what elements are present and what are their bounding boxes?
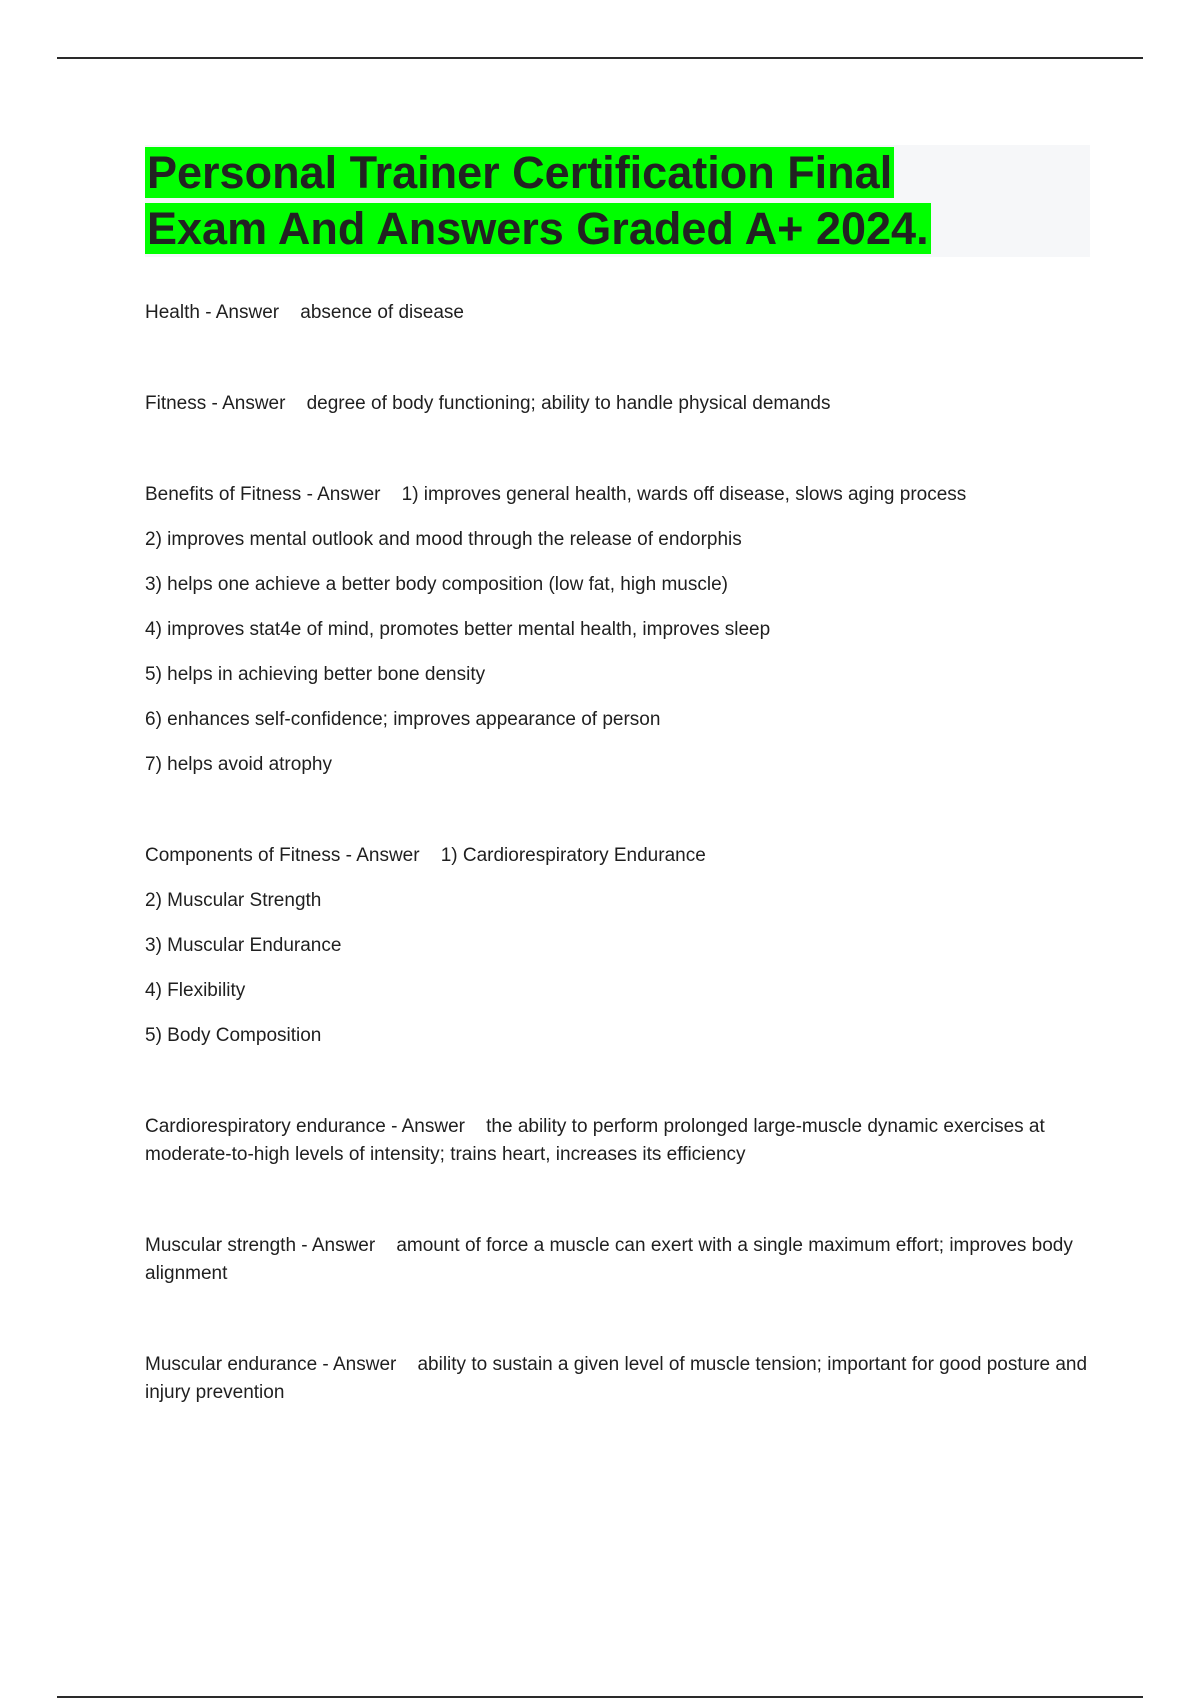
qa-line	[145, 1232, 1090, 1288]
question-term: Fitness - Answer	[145, 393, 286, 414]
top-rule	[57, 57, 1143, 59]
question-term: Components of Fitness - Answer	[145, 845, 420, 866]
qa-line	[145, 842, 1090, 870]
list-item: 6) enhances self-confidence; improves appearance of person	[145, 709, 661, 730]
question-term: Health - Answer	[145, 302, 280, 323]
qa-entry-muscular-endurance	[145, 1351, 1090, 1407]
list-item: 3) helps one achieve a better body composition (low fat, high muscle)	[145, 574, 728, 595]
answer-text: degree of body functioning; ability to handle physical demands	[306, 393, 831, 414]
title-line-1: Personal Trainer Certification Final	[147, 147, 893, 198]
answer-text: 1) Cardiorespiratory Endurance	[440, 845, 706, 866]
qa-line	[145, 481, 1090, 509]
qa-entry-cardiorespiratory-endurance	[145, 1113, 1090, 1169]
answer-text: ability to sustain a given level of muscle tension; important for good posture and injury prevention	[145, 1354, 1088, 1403]
document-page	[145, 145, 1090, 1470]
list-item: 4) Flexibility	[145, 980, 246, 1001]
list-item: 7) helps avoid atrophy	[145, 754, 332, 775]
question-term: Cardiorespiratory endurance - Answer	[145, 1116, 465, 1137]
answer-text: amount of force a muscle can exert with a single maximum effort; improves body alignment	[145, 1235, 1073, 1284]
list-item: 4) improves stat4e of mind, promotes better mental health, improves sleep	[145, 619, 771, 640]
list-item: 5) Body Composition	[145, 1025, 322, 1046]
qa-line	[145, 1113, 1090, 1169]
answer-text: absence of disease	[300, 302, 464, 323]
list-item: 5) helps in achieving better bone density	[145, 664, 486, 685]
question-term: Muscular endurance - Answer	[145, 1354, 397, 1375]
qa-entry-fitness	[145, 390, 1090, 418]
question-term: Muscular strength - Answer	[145, 1235, 376, 1256]
qa-entry-components-of-fitness	[145, 842, 1090, 1050]
list-item: 2) improves mental outlook and mood through the release of endorphis	[145, 529, 742, 550]
answer-text: 1) improves general health, wards off disease, slows aging process	[401, 484, 967, 505]
title-block	[145, 145, 1090, 257]
qa-entry-health	[145, 299, 1090, 327]
qa-line	[145, 390, 1090, 418]
list-item: 3) Muscular Endurance	[145, 935, 342, 956]
document-title	[145, 145, 1090, 257]
qa-line	[145, 299, 1090, 327]
list-item: 2) Muscular Strength	[145, 890, 322, 911]
qa-entry-benefits-of-fitness	[145, 481, 1090, 779]
bottom-rule	[57, 1696, 1143, 1698]
answer-text: the ability to perform prolonged large-muscle dynamic exercises at moderate-to-high levels of intensity; trains heart, increases its efficiency	[145, 1116, 1045, 1165]
qa-line	[145, 1351, 1090, 1407]
question-term: Benefits of Fitness - Answer	[145, 484, 381, 505]
qa-entry-muscular-strength	[145, 1232, 1090, 1288]
title-line-2: Exam And Answers Graded A+ 2024.	[147, 203, 929, 254]
